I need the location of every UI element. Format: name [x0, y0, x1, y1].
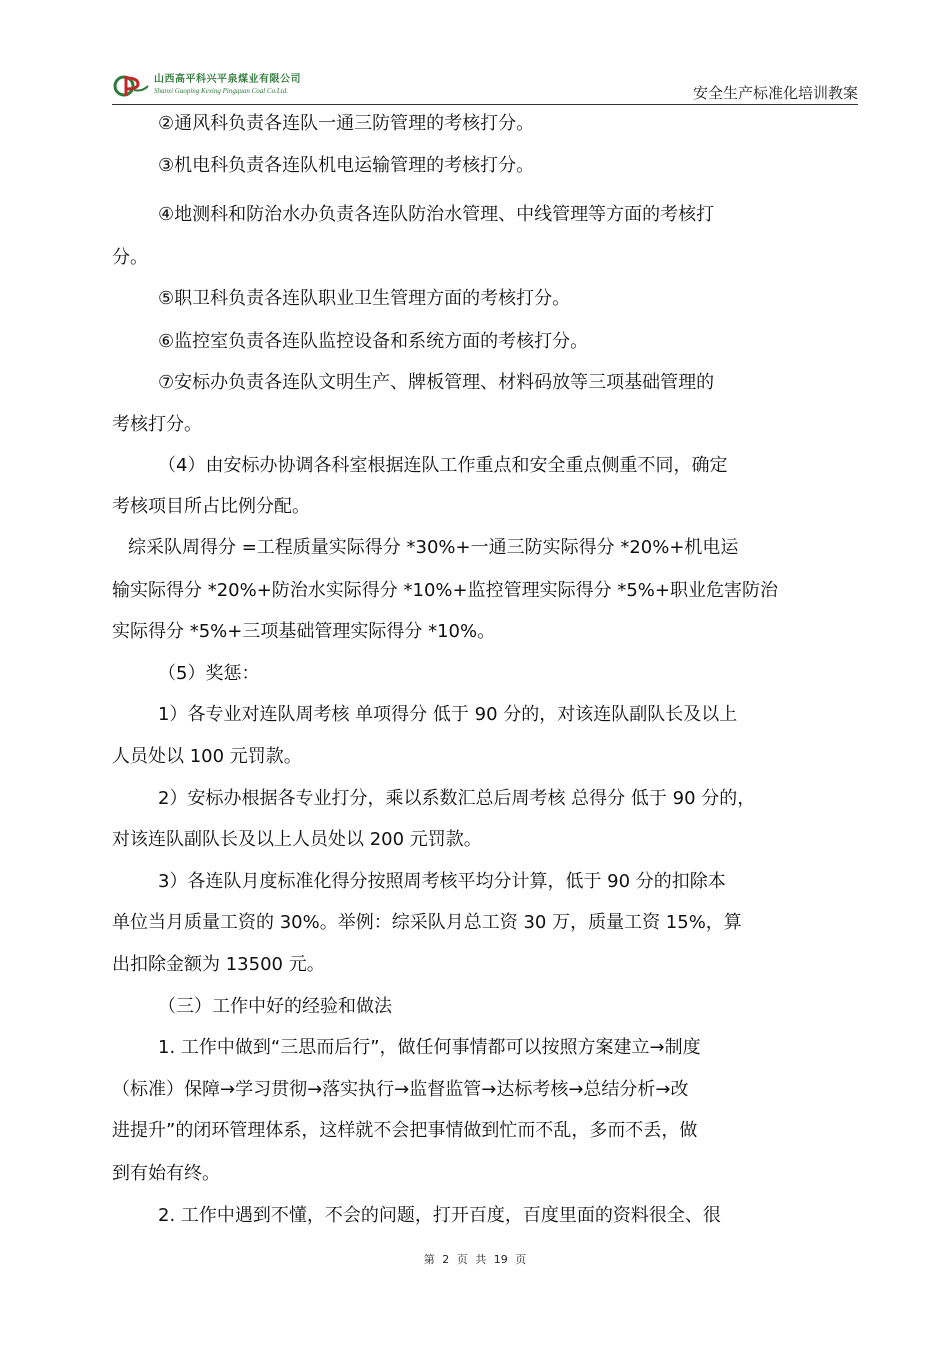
text-line: ②通风科负责各连队一通三防管理的考核打分。	[158, 113, 535, 134]
text-line: 人员处以 100 元罚款。	[112, 746, 302, 767]
text-line: （4）由安标办协调各科室根据连队工作重点和安全重点侧重不同，确定	[158, 455, 728, 476]
text-line: ⑤职卫科负责各连队职业卫生管理方面的考核打分。	[158, 288, 571, 309]
text-line: 考核项目所占比例分配。	[112, 496, 310, 517]
text-line: ④地测科和防治水办负责各连队防治水管理、中线管理等方面的考核打	[158, 204, 715, 225]
text-line: （三）工作中好的经验和做法	[158, 996, 392, 1017]
text-line: 2）安标办根据各专业打分，乘以系数汇总后周考核 总得分 低于 90 分的，	[158, 788, 756, 809]
text-line: 3）各连队月度标准化得分按照周考核平均分计算，低于 90 分的扣除本	[158, 871, 726, 892]
text-line: 考核打分。	[112, 414, 202, 435]
company-name	[154, 74, 394, 102]
text-line: 输实际得分 *20%+防治水实际得分 *10%+监控管理实际得分 *5%+职业危害防治	[112, 580, 778, 601]
text-line: 2. 工作中遇到不懂，不会的问题，打开百度，百度里面的资料很全、很	[158, 1205, 721, 1226]
text-line: 进提升”的闭环管理体系，这样就不会把事情做到忙而不乱，多而不丢，做	[112, 1120, 698, 1141]
company-logo-icon	[112, 72, 152, 100]
text-line: 1）各专业对连队周考核 单项得分 低于 90 分的，对该连队副队长及以上	[158, 704, 738, 725]
page-header	[112, 70, 858, 105]
text-line: （5）奖惩：	[158, 663, 260, 684]
text-line: ⑥监控室负责各连队监控设备和系统方面的考核打分。	[158, 331, 589, 352]
text-line: 对该连队副队长及以上人员处以 200 元罚款。	[112, 829, 482, 850]
text-line: 综采队周得分 =工程质量实际得分 *30%+一通三防实际得分 *20%+机电运	[128, 537, 739, 558]
text-line: 1. 工作中做到“三思而后行”，做任何事情都可以按照方案建立→制度	[158, 1037, 701, 1058]
text-line: （标准）保障→学习贯彻→落实执行→监督监管→达标考核→总结分析→改	[112, 1079, 689, 1100]
text-line: ⑦安标办负责各连队文明生产、牌板管理、材料码放等三项基础管理的	[158, 372, 715, 393]
company-name-en: Shanxi Gaoping Kexing Pingquan Coal Co.Ltd.	[154, 87, 288, 95]
text-line: 到有始有终。	[112, 1163, 220, 1184]
text-line: 分。	[112, 247, 148, 268]
text-line: ③机电科负责各连队机电运输管理的考核打分。	[158, 155, 535, 176]
text-line: 实际得分 *5%+三项基础管理实际得分 *10%。	[112, 621, 496, 642]
text-line: 单位当月质量工资的 30%。举例：综采队月总工资 30 万，质量工资 15%，算	[112, 912, 742, 933]
page-footer: 第 2 页 共 19 页	[423, 1253, 527, 1266]
company-name-cn: 山西高平科兴平泉煤业有限公司	[154, 74, 301, 85]
document-title: 安全生产标准化培训教案	[692, 84, 858, 102]
text-line: 出扣除金额为 13500 元。	[112, 954, 325, 975]
